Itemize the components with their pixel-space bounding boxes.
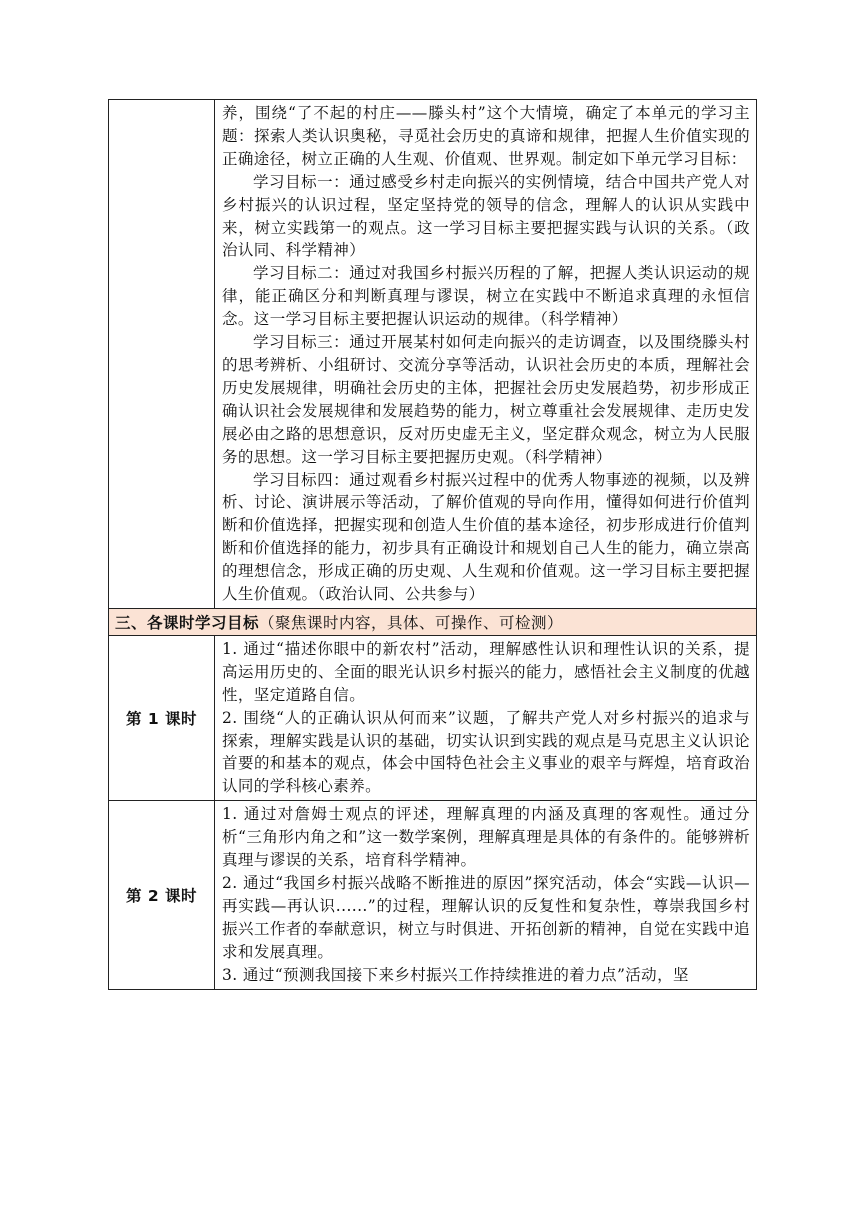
lesson-2-item-1: 1. 通过对詹姆士观点的评述，理解真理的内涵及真理的客观性。通过分析“三角形内角之和”这一数学案例，理解真理是具体的有条件的。能够辨析真理与谬误的关系，培育科学精神。 xyxy=(222,805,750,870)
lesson-2-item-2: 2. 通过“我国乡村振兴战略不断推进的原因”探究活动，体会“实践—认识—再实践—再认识......”的过程，理解认识的反复性和复杂性，尊崇我国乡村振兴工作者的奉献意识，树立与时俱进、开拓创新的精神，自觉在实践中追求和发展真理。 xyxy=(222,874,750,961)
section3-title: 三、各课时学习目标 xyxy=(115,613,260,632)
lesson-2-item-3: 3. 通过“预测我国接下来乡村振兴工作持续推进的着力点”活动，坚 xyxy=(222,965,689,984)
section3-header xyxy=(109,608,757,635)
unit-goals-row xyxy=(109,100,757,609)
lesson-1-item-1: 1. 通过“描述你眼中的新农村”活动，理解感性认识和理性认识的关系，提高运用历史的、全面的眼光认识乡村振兴的能力，感悟社会主义制度的优越性，坚定道路自信。 xyxy=(222,639,750,704)
section3-note: （聚焦课时内容，具体、可操作、可检测） xyxy=(259,613,564,632)
lesson-1-label: 第 1 课时 xyxy=(109,635,215,800)
lesson-1-content xyxy=(215,635,757,800)
lesson-2-content xyxy=(215,801,757,989)
objectives-table xyxy=(108,99,757,990)
goal-4: 学习目标四：通过观看乡村振兴过程中的优秀人物事迹的视频，以及辨析、讨论、演讲展示等活动，了解价值观的导向作用，懂得如何进行价值判断和价值选择，把握实现和创造人生价值的基本途径，初步形成进行价值判断和价值选择的能力，初步具有正确设计和规划自己人生的能力，确立崇高的理想信念，形成正确的历史观、人生观和价值观。这一学习目标主要把握人生价值观。（政治认同、公共参与） xyxy=(222,470,750,604)
lesson-2-row xyxy=(109,801,757,989)
goal-3: 学习目标三：通过开展某村如何走向振兴的走访调查，以及围绕滕头村的思考辨析、小组研讨、交流分享等活动，认识社会历史的本质，理解社会历史发展规律，明确社会历史的主体，把握社会历史发展趋势，初步形成正确认识社会发展规律和发展趋势的能力，树立尊重社会发展规律、走历史发展必由之路的思想意识，反对历史虚无主义，坚定群众观念，树立为人民服务的思想。这一学习目标主要把握历史观。（科学精神） xyxy=(222,333,750,466)
lesson-2-label: 第 2 课时 xyxy=(109,801,215,989)
unit-goals-intro: 养，围绕“了不起的村庄——滕头村”这个大情境，确定了本单元的学习主题：探索人类认识奥秘，寻觅社会历史的真谛和规律，把握人生价值实现的正确途径，树立正确的人生观、价值观、世界观。制定如下单元学习目标： xyxy=(222,104,750,168)
unit-goals-label-cell xyxy=(109,100,215,609)
section3-header-row xyxy=(109,608,757,635)
lesson-1-item-2: 2. 围绕“人的正确认识从何而来”议题，了解共产党人对乡村振兴的追求与探索，理解实践是认识的基础，切实认识到实践的观点是马克思主义认识论首要的和基本的观点，体会中国特色社会主义事业的艰辛与辉煌，培育政治认同的学科核心素养。 xyxy=(222,708,750,796)
goal-1: 学习目标一：通过感受乡村走向振兴的实例情境，结合中国共产党人对乡村振兴的认识过程，坚定坚持党的领导的信念，理解人的认识从实践中来，树立实践第一的观点。这一学习目标主要把握实践与认识的关系。（政治认同、科学精神） xyxy=(222,172,750,260)
objectives-table-fragment xyxy=(108,99,757,990)
lesson-1-row xyxy=(109,635,757,800)
unit-goals-cell xyxy=(215,100,757,609)
goal-2: 学习目标二：通过对我国乡村振兴历程的了解，把握人类认识运动的规律，能正确区分和判断真理与谬误，树立在实践中不断追求真理的永恒信念。这一学习目标主要把握认识运动的规律。（科学精神） xyxy=(222,264,750,329)
